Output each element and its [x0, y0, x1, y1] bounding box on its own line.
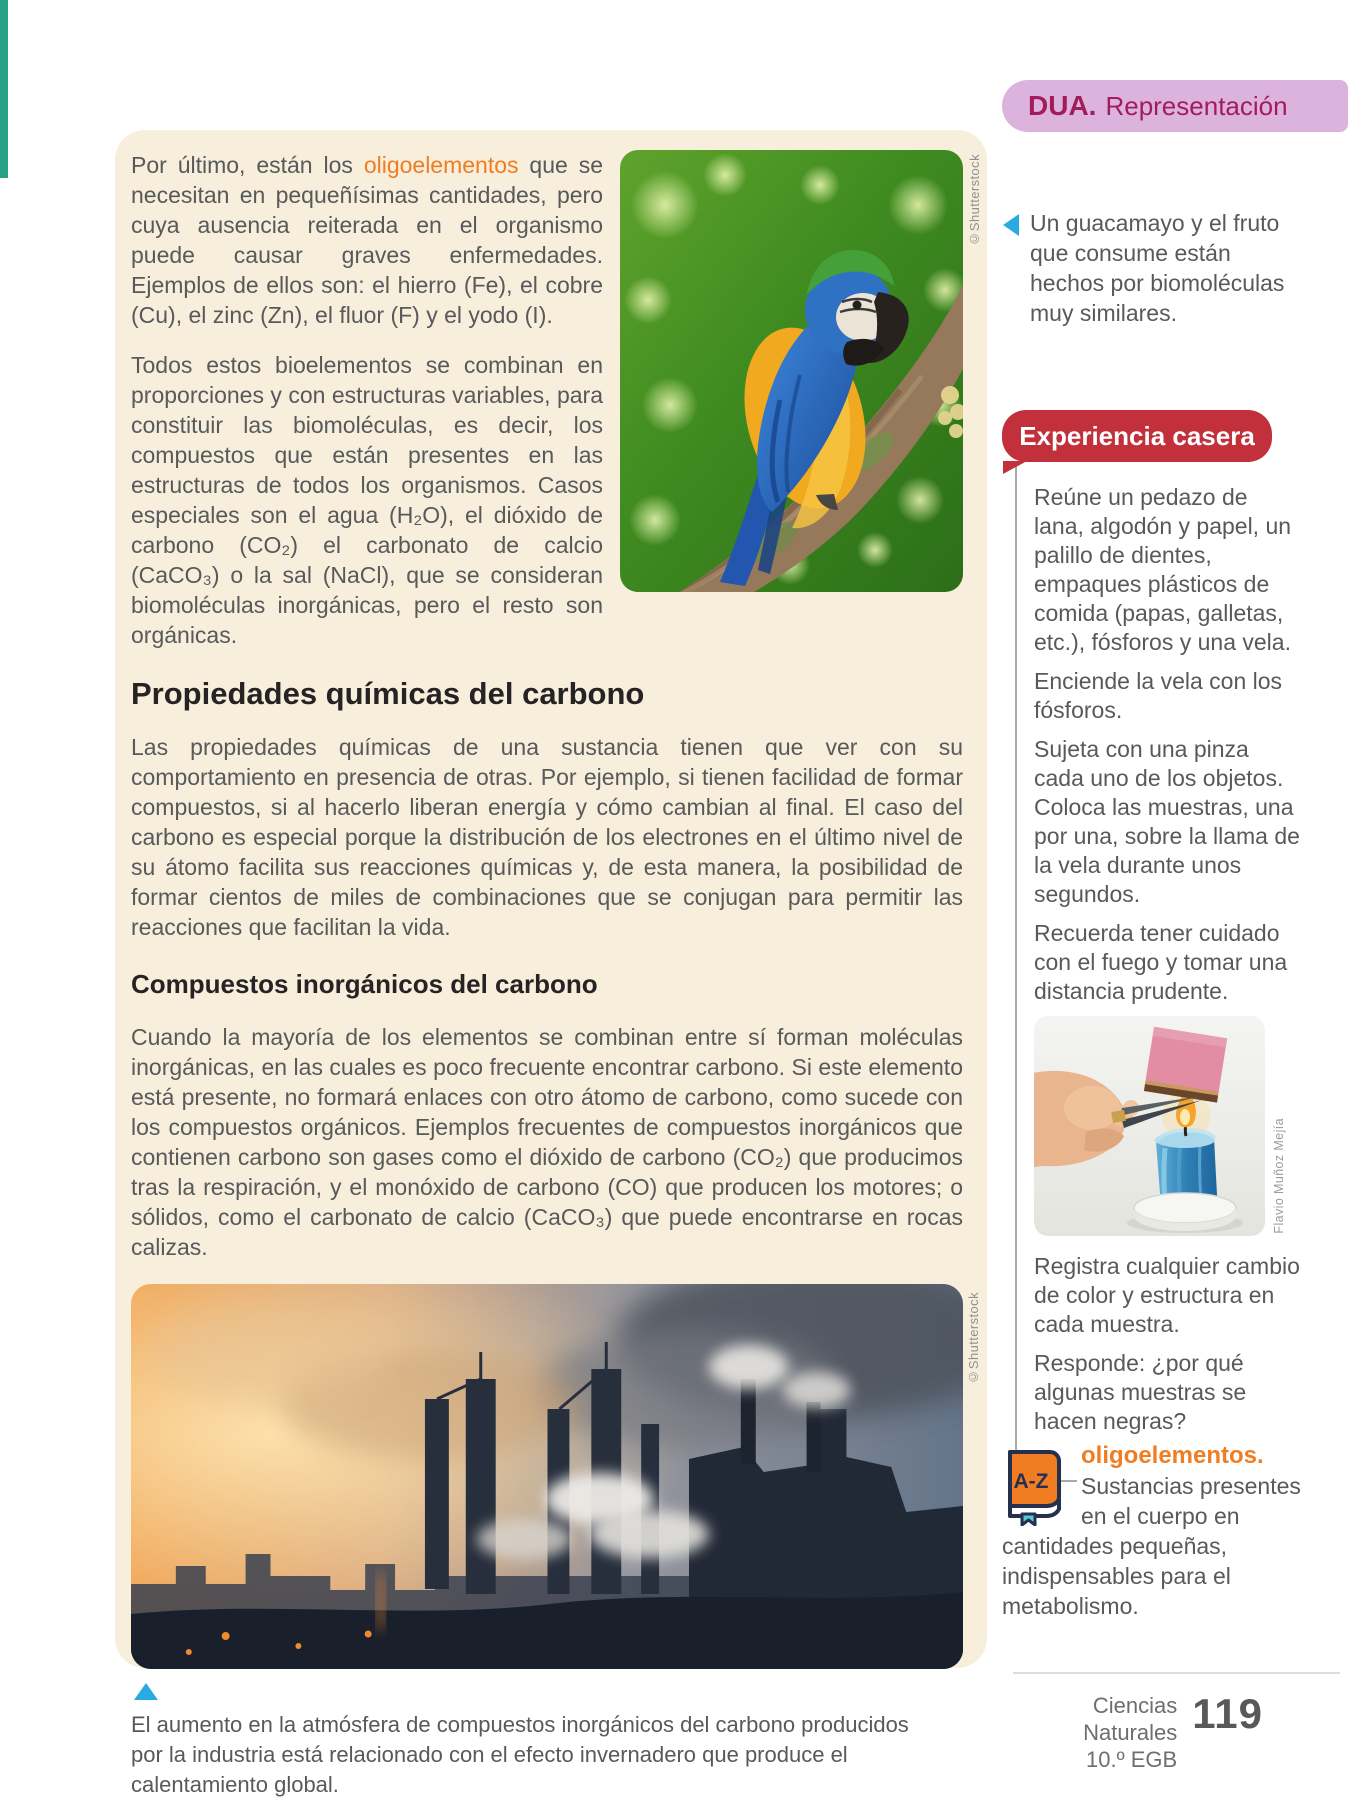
dua-label: DUA. — [1028, 90, 1097, 121]
experiment-box — [1002, 410, 1348, 1482]
photo-credit: ©Shutterstock — [967, 154, 982, 247]
footer-divider — [1013, 1672, 1340, 1674]
experiment-step: Recuerda tener cuidado con el fuego y tomar una distancia prudente. — [1034, 920, 1288, 1004]
left-triangle-icon — [1003, 214, 1019, 236]
subsection-heading: Compuestos inorgánicos del carbono — [131, 969, 598, 999]
candle-photo-illustration — [1034, 1016, 1265, 1236]
photo-credit: ©Shutterstock — [966, 1292, 981, 1385]
intro-paragraph-1-pre: Por último, están los — [131, 152, 364, 178]
macaw-photo-illustration — [620, 150, 963, 592]
glossary-term: oligoelementos. — [1081, 1442, 1264, 1469]
page-edge-accent-bar — [0, 0, 8, 178]
photographer-credit: Flavio Muñoz Mejía — [1272, 1118, 1286, 1234]
footer-subject: Ciencias Naturales — [1083, 1693, 1178, 1745]
up-triangle-icon — [134, 1683, 158, 1700]
candle-experiment-photo — [1034, 1016, 1286, 1236]
experiment-step: Enciende la vela con los fósforos. — [1034, 668, 1283, 723]
footer-grade: 10.º EGB — [1086, 1747, 1178, 1772]
experiment-tab: Experiencia casera — [1002, 410, 1272, 462]
experiment-step: Reúne un pedazo de lana, algodón y papel, un palillo de dientes, empaques plásticos de comida (papas, galletas, etc.), fósforos y una vela. — [1034, 484, 1292, 655]
dua-note-text: Un guacamayo y el fruto que consume están hechos por biomoléculas muy similares. — [1030, 210, 1285, 326]
section-heading: Propiedades químicas del carbono — [131, 676, 645, 711]
content-panel — [115, 130, 987, 1797]
intro-paragraph-2: Todos estos bioelementos se combinan en proporciones y con estructuras variables, para constituir las biomoléculas, es decir, los compuestos que están presentes en las estructuras de todos los organismos. Casos especiales son el agua (H₂O), el dióxido de carbono (CO₂) el carbonato de calcio (CaCO₃) o la sal (NaCl), que se consideran biomoléculas inorgánicas, pero el resto son orgánicas. — [131, 352, 603, 648]
section-paragraph: Las propiedades químicas de una sustancia tienen que ver con su comportamiento en presencia de otras. Por ejemplo, si tienen facilidad de formar compuestos, si al hacerlo liberan energía y cómo cambian al final. El caso del carbono es especial porque la distribución de los electrones en el último nivel de su átomo facilita sus reacciones químicas y, de esta manera, la posibilidad de formar cientos de miles de combinaciones que se conjugan para permitir las reacciones que facilitan la vida. — [131, 734, 963, 940]
footer-subject-grade — [1013, 1692, 1177, 1773]
experiment-body — [1015, 462, 1300, 1448]
glossary-definition: Sustancias presentes en el cuerpo en cantidades pequeñas, indispensables para el metabolismo. — [1002, 1473, 1301, 1619]
dua-category: Representación — [1105, 91, 1288, 121]
page-number: 119 — [1192, 1690, 1263, 1737]
industry-pollution-photo — [131, 1284, 981, 1669]
intro-paragraph-1-post: que se necesitan en pequeñísimas cantidades, pero cuya ausencia reiterada en el organismo puede causar graves enfermedades. Ejemplos de ellos son: el hierro (Fe), el cobre (Cu), el zinc (Zn), el fluor (F) y el yodo (I). — [131, 152, 603, 328]
dua-badge — [1002, 80, 1348, 132]
macaw-photo — [620, 150, 982, 592]
industry-photo-illustration — [131, 1284, 963, 1669]
experiment-step: Registra cualquier cambio de color y estructura en cada muestra. — [1034, 1253, 1300, 1337]
glossary-entry — [1002, 1440, 1324, 1621]
experiment-step: Responde: ¿por qué algunas muestras se hacen negras? — [1034, 1350, 1247, 1434]
image-caption: El aumento en la atmósfera de compuestos inorgánicos del carbono producidos por la industria está relacionado con el efecto invernadero que produce el calentamiento global. — [131, 1712, 909, 1797]
oligoelementos-highlight: oligoelementos — [363, 152, 519, 178]
dua-note — [1003, 208, 1299, 328]
glossary-icon-label: A-Z — [1013, 1470, 1049, 1493]
page-footer — [1013, 1692, 1263, 1773]
dictionary-book-icon — [1002, 1448, 1066, 1526]
experiment-step: Sujeta con una pinza cada uno de los objetos. Coloca las muestras, una por una, sobre la llama de la vela durante unos segundos. — [1034, 736, 1300, 907]
subsection-paragraph: Cuando la mayoría de los elementos se combinan entre sí forman moléculas inorgánicas, en las cuales es poco frecuente encontrar carbono. Si este elemento está presente, no formará enlaces con otro átomo de carbono, como sucede con los compuestos orgánicos. Ejemplos frecuentes de compuestos inorgánicos que contienen carbono son gases como el dióxido de carbono (CO₂) que producimos tras la respiración, y el monóxido de carbono (CO) que producen los motores; o sólidos, como el carbonato de calcio (CaCO₃) que puede encontrarse en rocas calizas. — [131, 1024, 963, 1260]
